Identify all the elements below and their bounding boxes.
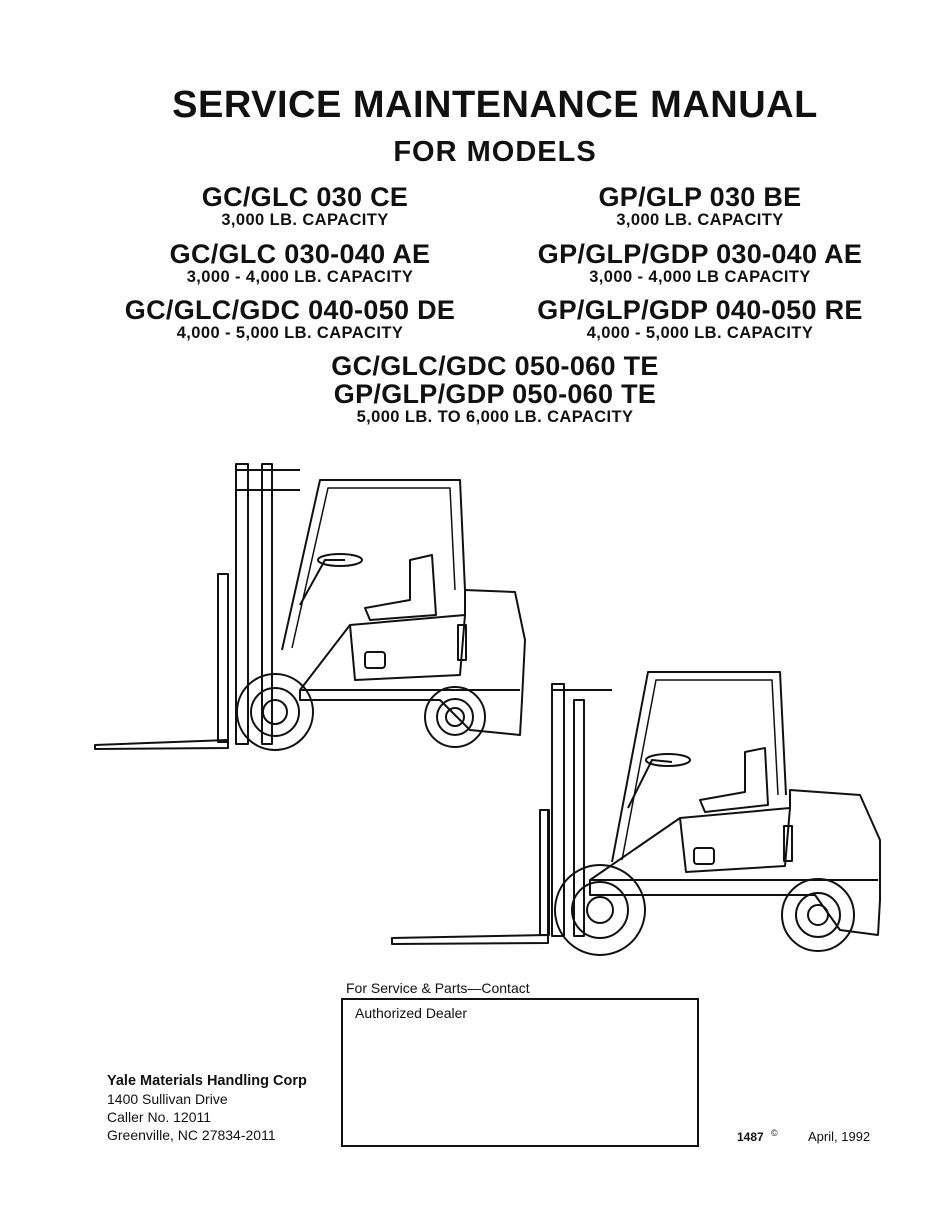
model-name: GC/GLC/GDC 040-050 DE bbox=[124, 295, 456, 325]
model-capacity: 4,000 - 5,000 LB. CAPACITY bbox=[176, 324, 404, 342]
model-capacity: 4,000 - 5,000 LB. CAPACITY bbox=[586, 324, 814, 342]
model-capacity: 3,000 LB. CAPACITY bbox=[221, 211, 389, 229]
copyright-symbol: © bbox=[771, 1128, 778, 1138]
model-capacity: 3,000 LB. CAPACITY bbox=[616, 211, 784, 229]
model-name: GP/GLP/GDP 040-050 RE bbox=[537, 295, 863, 325]
dealer-box-label: Authorized Dealer bbox=[355, 1005, 468, 1021]
model-name: GP/GLP/GDP 030-040 AE bbox=[537, 239, 863, 269]
model-name: GC/GLC/GDC 050-060 TE bbox=[331, 351, 659, 381]
forklift-2-drawing bbox=[392, 672, 880, 955]
dealer-box bbox=[341, 998, 699, 1147]
company-name: Yale Materials Handling Corp bbox=[107, 1073, 307, 1089]
document-subtitle: FOR MODELS bbox=[393, 136, 597, 168]
model-capacity: 3,000 - 4,000 LB. CAPACITY bbox=[186, 268, 414, 286]
model-name: GP/GLP 030 BE bbox=[598, 182, 802, 212]
publication-date: April, 1992 bbox=[808, 1129, 871, 1144]
model-name: GP/GLP/GDP 050-060 TE bbox=[333, 379, 657, 409]
contact-label: For Service & Parts—Contact bbox=[346, 980, 530, 996]
address-line-2: Caller No. 12011 bbox=[107, 1109, 212, 1125]
address-line-3: Greenville, NC 27834-2011 bbox=[107, 1127, 276, 1143]
document-title: SERVICE MAINTENANCE MANUAL bbox=[172, 84, 818, 126]
forklift-1-drawing bbox=[95, 464, 525, 750]
address-line-1: 1400 Sullivan Drive bbox=[107, 1091, 228, 1107]
document-number: 1487 bbox=[737, 1130, 764, 1144]
model-capacity: 3,000 - 4,000 LB CAPACITY bbox=[589, 268, 811, 286]
model-name: GC/GLC 030-040 AE bbox=[169, 239, 431, 269]
model-capacity: 5,000 LB. TO 6,000 LB. CAPACITY bbox=[356, 408, 634, 426]
model-name: GC/GLC 030 CE bbox=[201, 182, 409, 212]
